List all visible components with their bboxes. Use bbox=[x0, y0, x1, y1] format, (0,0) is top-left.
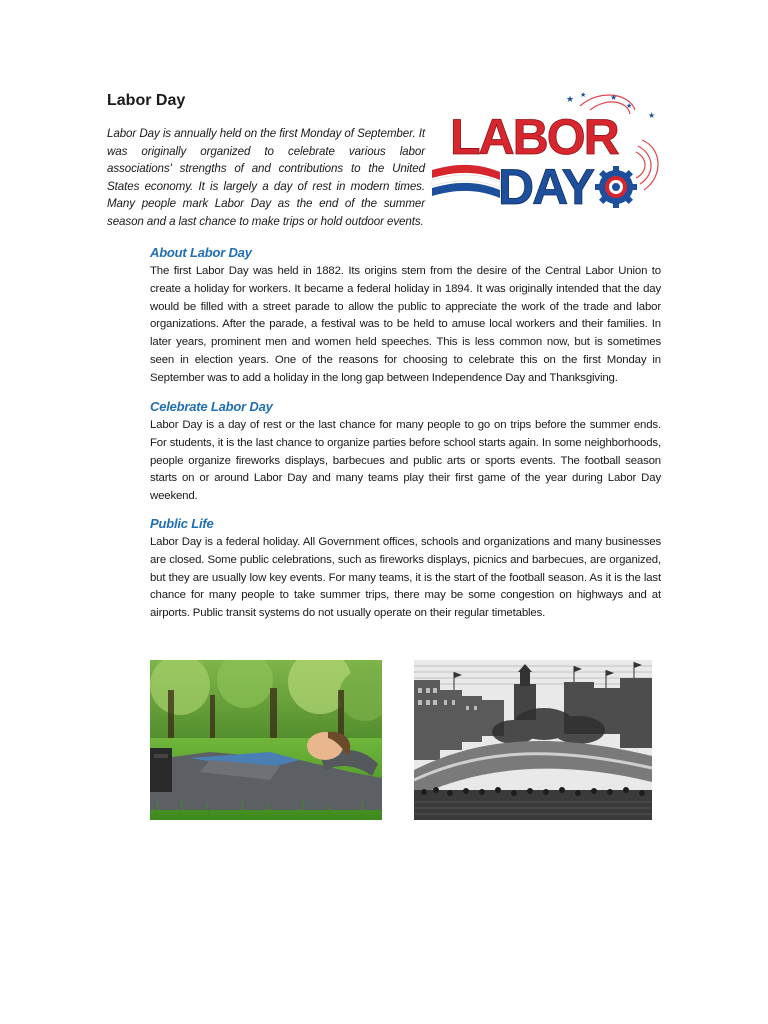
page-title: Labor Day bbox=[107, 92, 186, 109]
svg-text:★: ★ bbox=[610, 93, 618, 102]
logo-text-labor: LABOR bbox=[450, 109, 618, 165]
svg-text:★: ★ bbox=[626, 102, 633, 110]
gear-icon bbox=[595, 166, 637, 208]
section-heading: Celebrate Labor Day bbox=[150, 399, 273, 414]
svg-text:★: ★ bbox=[566, 95, 575, 105]
svg-text:★: ★ bbox=[648, 111, 656, 120]
section-body: The first Labor Day was held in 1882. Its origins stem from the desire of the Central Labor Union to create a holiday for workers. It became a federal holiday in 1894. It was originally intended that the day would be filled with a street parade to allow the public to appreciate the work of the trade and labor organizations. After the parade, a festival was to be held to amuse local workers and their families. In later years, prominent men and women held speeches. This is less common now, but is sometimes seen in election years. One of the reasons for choosing to celebrate this on the first Monday in September was to add a holiday in the long gap between Independence Day and Thanksgiving. bbox=[150, 265, 661, 384]
svg-text:★: ★ bbox=[580, 91, 587, 99]
section-about-labor-day bbox=[150, 245, 661, 388]
photo-historic-labor-parade bbox=[414, 660, 652, 820]
section-heading: About Labor Day bbox=[150, 245, 252, 260]
intro-paragraph: Labor Day is annually held on the first Monday of September. It was originally organized to celebrate various labor associations' strengths of and contributions to the United States economy. It is largely a day of rest in modern times. Many people mark Labor Day as the end of the summer season and a last chance to make trips or hold outdoor events. bbox=[107, 127, 425, 228]
section-public-life bbox=[150, 516, 661, 623]
section-body: Labor Day is a day of rest or the last chance for many people to go on trips before the summer ends. For students, it is the last chance to organize parties before school starts again. In some neighborhoods, people organize fireworks displays, barbecues and public arts or sports events. The football season starts on or around Labor Day and many teams play their first game of the year during Labor Day weekend. bbox=[150, 419, 661, 503]
labor-day-logo bbox=[430, 88, 666, 218]
section-heading: Public Life bbox=[150, 516, 214, 531]
section-celebrate-labor-day bbox=[150, 399, 661, 506]
logo-text-day: DAY bbox=[498, 159, 593, 215]
photo-man-resting-on-grass bbox=[150, 660, 382, 820]
section-body: Labor Day is a federal holiday. All Government offices, schools and organizations and many businesses are closed. Some public celebrations, such as fireworks displays, picnics and barbecues, are organized, but they are usually low key events. For many teams, it is the start of the football season. As it is the last chance for many people to take summer trips, there may be some congestion on highways and at airports. Public transit systems do not usually operate on their regular timetables. bbox=[150, 536, 661, 620]
